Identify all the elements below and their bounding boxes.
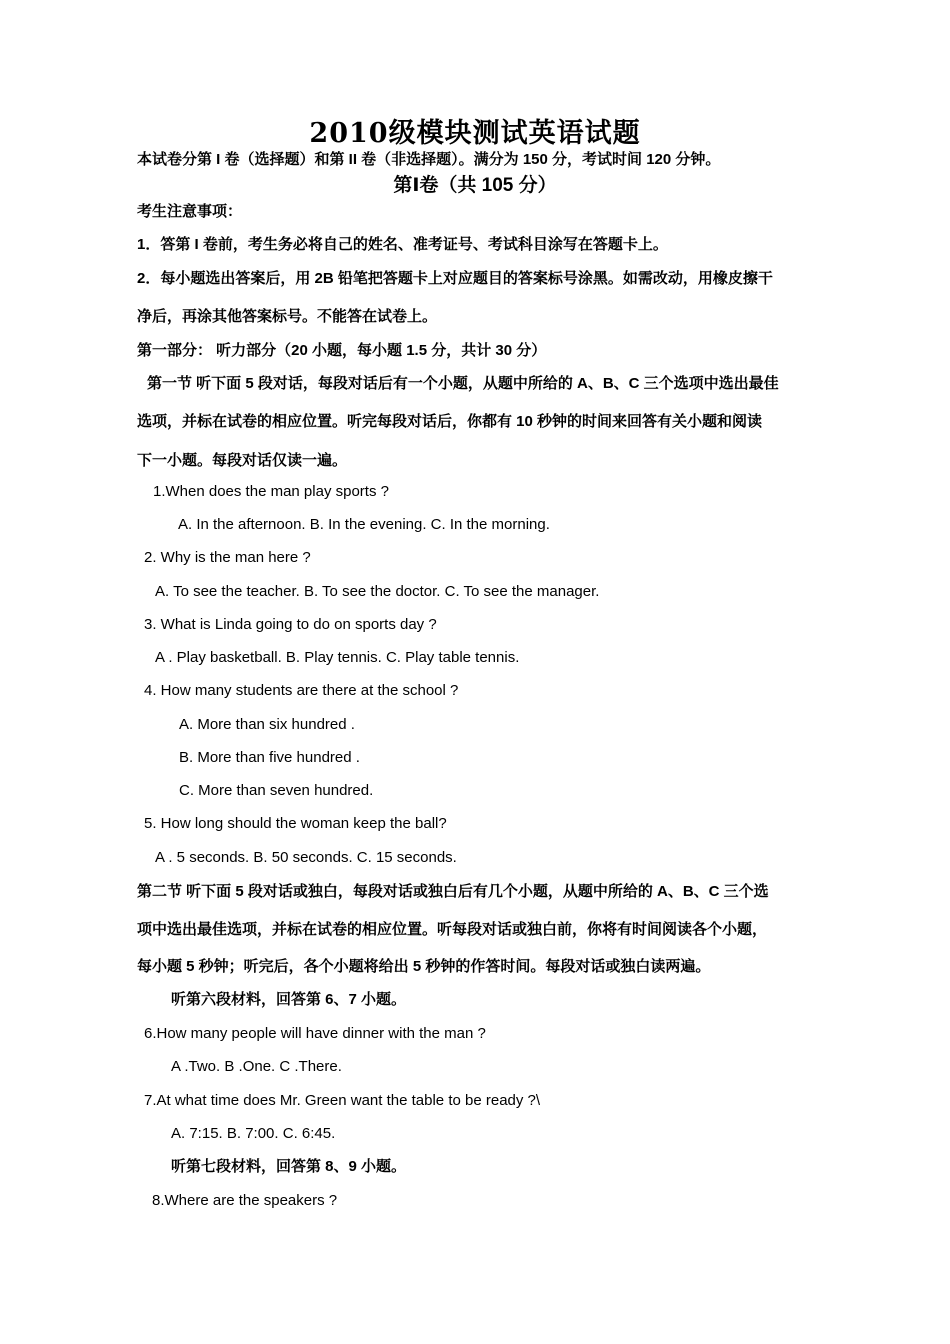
listening-section-heading: 第一部分： 听力部分（20 小题，每小题 1.5 分，共计 30 分）: [137, 342, 547, 359]
question-4-stem: 4. How many students are there at the school ?: [144, 682, 459, 699]
question-7-stem: 7.At what time does Mr. Green want the table to be ready ?\: [144, 1092, 541, 1109]
question-6-options: A .Two. B .One. C .There.: [171, 1058, 342, 1075]
notice-item-2-line-1: 2．每小题选出答案后，用 2B 铅笔把答题卡上对应题目的答案标号涂黑。如需改动，用橡皮擦干: [137, 270, 773, 287]
exam-title: 2010级模块测试英语试题: [309, 118, 641, 149]
question-4-option-c: C. More than seven hundred.: [179, 782, 374, 799]
notice-item-1: 1．答第 I 卷前，考生务必将自己的姓名、准考证号、考试科目涂写在答题卡上。: [137, 236, 668, 253]
section-one-instructions-line-1: 第一节 听下面 5 段对话，每段对话后有一个小题，从题中所给的 A、B、C 三个选项中选出最佳: [147, 375, 779, 392]
notice-heading: 考生注意事项：: [137, 203, 243, 220]
question-4-option-a: A. More than six hundred .: [179, 716, 355, 733]
question-5-stem: 5. How long should the woman keep the ball?: [144, 815, 447, 832]
question-2-stem: 2. Why is the man here ?: [144, 549, 311, 566]
question-8-stem: 8.Where are the speakers ?: [152, 1192, 338, 1209]
listen-material-7-heading: 听第七段材料，回答第 8、9 小题。: [171, 1158, 407, 1175]
question-1-stem: 1.When does the man play sports ?: [153, 483, 389, 500]
question-3-stem: 3. What is Linda going to do on sports day ?: [144, 616, 437, 633]
question-7-options: A. 7:15. B. 7:00. C. 6:45.: [171, 1125, 336, 1142]
section-two-instructions-line-2: 项中选出最佳选项，并标在试卷的相应位置。听每段对话或独白前，你将有时间阅读各个小题，: [137, 921, 768, 938]
section-two-instructions-line-1: 第二节 听下面 5 段对话或独白，每段对话或独白后有几个小题，从题中所给的 A、B、C 三个选: [137, 883, 769, 900]
notice-item-2-line-2: 净后，再涂其他答案标号。不能答在试卷上。: [137, 308, 438, 325]
section-one-instructions-line-3: 下一小题。每段对话仅读一遍。: [137, 452, 348, 469]
part-one-heading: 第Ⅰ卷（共 105 分）: [393, 175, 557, 196]
question-4-option-b: B. More than five hundred .: [179, 749, 360, 766]
section-two-instructions-line-3: 每小题 5 秒钟；听完后，各个小题将给出 5 秒钟的作答时间。每段对话或独白读两遍。: [137, 958, 711, 975]
question-5-options: A . 5 seconds. B. 50 seconds. C. 15 seconds.: [155, 849, 457, 866]
question-2-options: A. To see the teacher. B. To see the doctor. C. To see the manager.: [155, 583, 600, 600]
question-6-stem: 6.How many people will have dinner with the man ?: [144, 1025, 486, 1042]
listen-material-6-heading: 听第六段材料，回答第 6、7 小题。: [171, 991, 407, 1008]
section-one-instructions-line-2: 选项，并标在试卷的相应位置。听完每段对话后，你都有 10 秒钟的时间来回答有关小题和阅读: [137, 413, 763, 430]
question-1-options: A. In the afternoon. B. In the evening. C. In the morning.: [178, 516, 550, 533]
question-3-options: A . Play basketball. B. Play tennis. C. Play table tennis.: [155, 649, 520, 666]
intro-text: 本试卷分第 I 卷（选择题）和第 II 卷（非选择题）。满分为 150 分，考试时间 120 分钟。: [137, 151, 721, 168]
